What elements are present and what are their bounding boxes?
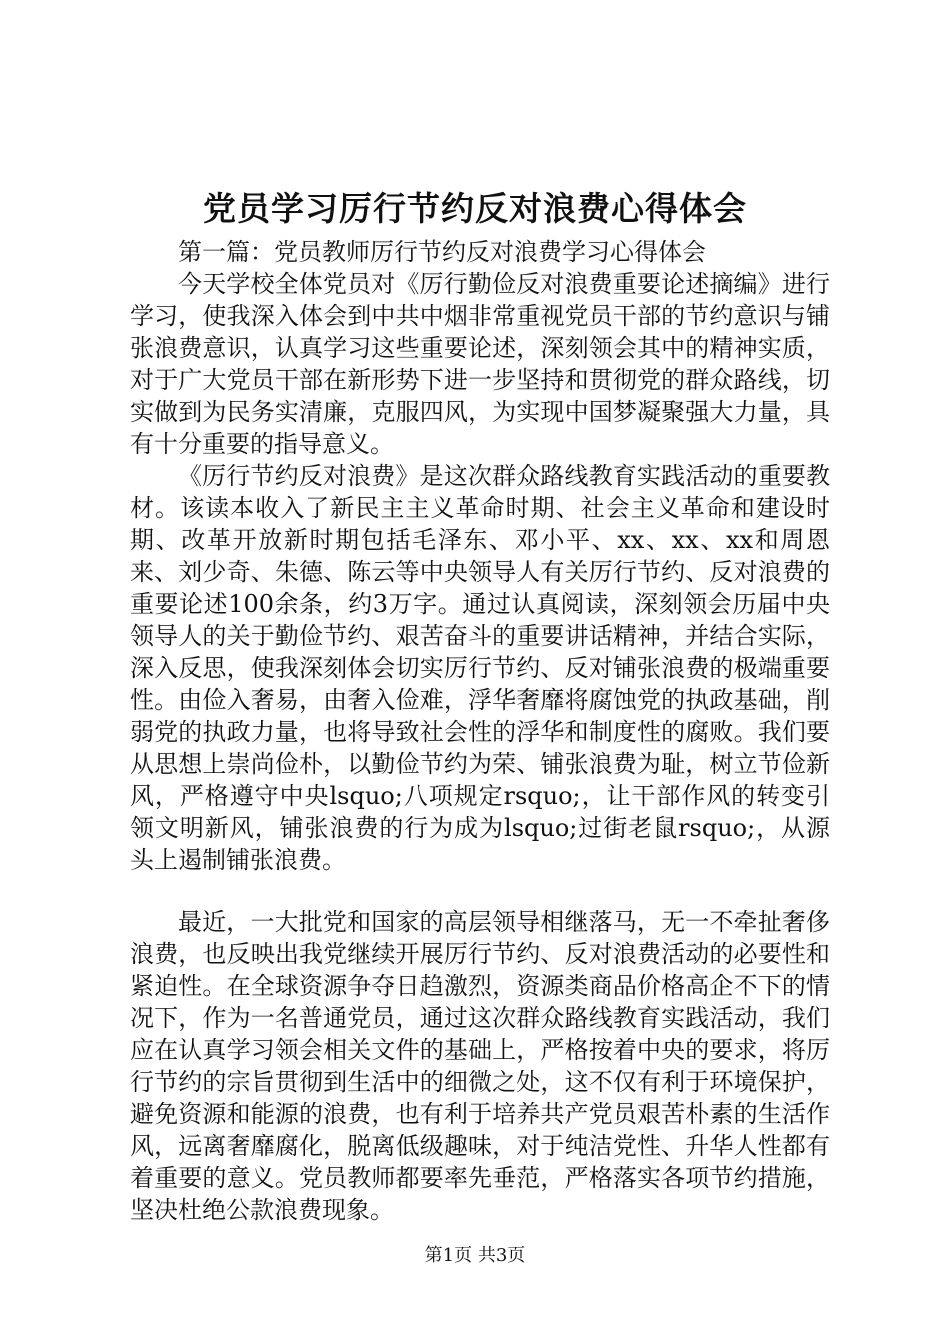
document-title: 党员学习厉行节约反对浪费心得体会: [203, 189, 747, 228]
paragraph-3: 最近，一大批党和国家的高层领导相继落马，无一不牵扯奢侈浪费，也反映出我党继续开展厉行节约、反对浪费活动的必要性和紧迫性。在全球资源争夺日趋激烈，资源类商品价格高企不下的情况下，作为一名普通党员，通过这次群众路线教育实践活动，我们应在认真学习领会相关文件的基础上，严格按着中央的要求，将厉行节约的宗旨贯彻到生活中的细微之处，这不仅有利于环境保护，避免资源和能源的浪费，也有利于培养共产党员艰苦朴素的生活作风，远离奢靡腐化，脱离低级趣味，对于纯洁党性、升华人性都有着重要的意义。党员教师都要率先垂范，严格落实各项节约措施，坚决杜绝公款浪费现象。: [130, 908, 830, 1224]
section-heading: 第一篇：党员教师厉行节约反对浪费学习心得体会: [178, 238, 706, 266]
page-number-footer: 第1页 共3页: [424, 1245, 526, 1266]
paragraph-2: 《厉行节约反对浪费》是这次群众路线教育实践活动的重要教材。该读本收入了新民主主义革命时期、社会主义革命和建设时期、改革开放新时期包括毛泽东、邓小平、xx、xx、xx和周恩来、刘少奇、朱德、陈云等中央领导人有关厉行节约、反对浪费的重要论述100余条，约3万字。通过认真阅读，深刻领会历届中央领导人的关于勤俭节约、艰苦奋斗的重要讲话精神，并结合实际，深入反思，使我深刻体会切实厉行节约、反对铺张浪费的极端重要性。由俭入奢易，由奢入俭难，浮华奢靡将腐蚀党的执政基础，削弱党的执政力量，也将导致社会性的浮华和制度性的腐败。我们要从思想上崇尚俭朴，以勤俭节约为荣、铺张浪费为耻，树立节俭新风，严格遵守中央lsquo;八项规定rsquo;，让干部作风的转变引领文明新风，铺张浪费的行为成为lsquo;过街老鼠rsquo;，从源头上遏制铺张浪费。: [130, 462, 830, 874]
document-body: [130, 236, 830, 1226]
paragraph-1: 今天学校全体党员对《厉行勤俭反对浪费重要论述摘编》进行学习，使我深入体会到中共中烟非常重视党员干部的节约意识与铺张浪费意识，认真学习这些重要论述，深刻领会其中的精神实质，对于广大党员干部在新形势下进一步坚持和贯彻党的群众路线，切实做到为民务实清廉，克服四风，为实现中国梦凝聚强大力量，具有十分重要的指导意义。: [130, 270, 830, 458]
